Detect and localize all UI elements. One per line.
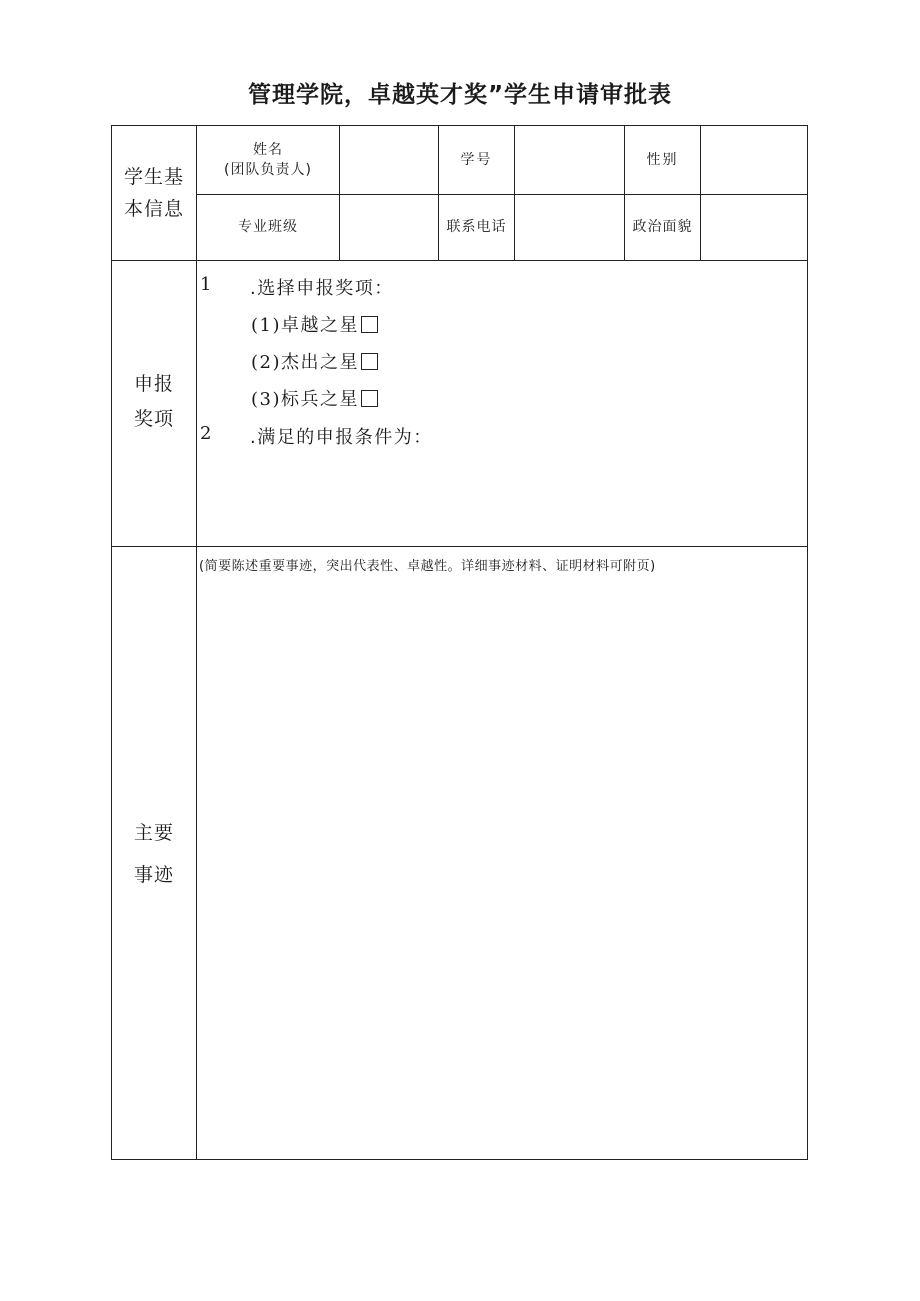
award-option-2-checkbox[interactable] (361, 353, 378, 370)
award-option-3-number: (3) (251, 389, 281, 410)
gender-label: 性别 (646, 151, 679, 168)
label-column-divider (196, 125, 197, 1160)
gender-field[interactable] (701, 126, 807, 194)
deeds-text-field[interactable] (200, 580, 804, 1155)
row-divider-award (111, 260, 808, 261)
deeds-label-line2: 事迹 (133, 864, 174, 886)
award-option-3-checkbox[interactable] (361, 390, 378, 407)
name-label (197, 126, 339, 194)
award-item2-text: .满足的申报条件为： (250, 427, 433, 448)
table-border-left (111, 125, 112, 1160)
award-option-1[interactable] (251, 311, 378, 337)
name-label-line2: (团队负责人) (224, 162, 312, 178)
award-label-line1: 申报 (133, 372, 174, 395)
table-border-bottom (111, 1159, 808, 1160)
student-id-label: 学号 (460, 151, 493, 168)
student-id-field[interactable] (515, 126, 624, 194)
award-option-1-label: 卓越之星 (281, 315, 359, 336)
award-option-3-label: 标兵之星 (281, 389, 359, 410)
political-status-label: 政治面貌 (632, 219, 693, 236)
major-class-label: 专业班级 (238, 219, 298, 236)
award-option-1-checkbox[interactable] (361, 316, 378, 333)
award-option-2-label: 杰出之星 (281, 352, 359, 373)
name-label-line1: 姓名 (253, 141, 283, 158)
form-title: 管理学院，卓越英才奖”学生申请审批表 (247, 82, 673, 108)
award-item2-number: 2 (200, 423, 213, 444)
major-class-field[interactable] (340, 195, 438, 260)
award-section-label (112, 362, 196, 442)
deeds-section-label (112, 810, 196, 900)
table-border-right (807, 125, 808, 1160)
basic-info-section-label (112, 126, 196, 260)
deeds-instruction-note: (简要陈述重要事迹，突出代表性、卓越性。详细事迹材料、证明材料可附页) (199, 559, 656, 574)
award-option-2[interactable] (251, 348, 378, 374)
deeds-label-line1: 主要 (133, 822, 174, 845)
award-item1-text: .选择申报奖项： (250, 278, 394, 299)
award-option-3[interactable] (251, 385, 378, 411)
award-option-2-number: (2) (251, 352, 281, 373)
political-status-field[interactable] (701, 195, 807, 260)
basic-info-label-line2: 本信息 (123, 198, 184, 220)
name-field[interactable] (340, 126, 438, 194)
award-item1-number: 1 (200, 274, 213, 295)
award-label-line2: 奖项 (133, 408, 174, 430)
award-conditions-field[interactable] (200, 452, 804, 542)
phone-field[interactable] (515, 195, 624, 260)
award-option-1-number: (1) (251, 315, 281, 336)
basic-info-label-line1: 学生基 (123, 165, 184, 188)
phone-label: 联系电话 (446, 219, 507, 236)
row-divider-deeds (111, 546, 808, 547)
